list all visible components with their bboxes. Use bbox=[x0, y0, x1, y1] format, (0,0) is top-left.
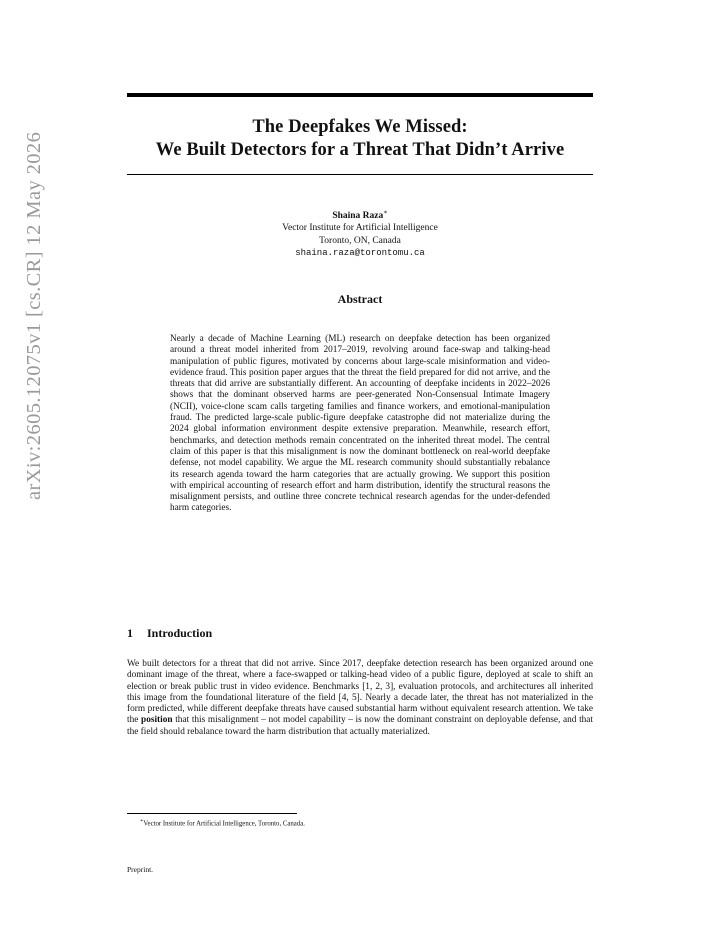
author-affiliation: Vector Institute for Artificial Intelligence bbox=[282, 223, 438, 234]
preprint-label: Preprint. bbox=[127, 865, 154, 874]
author-name-line bbox=[127, 207, 593, 222]
section-title: Introduction bbox=[147, 626, 213, 640]
section-heading-introduction bbox=[127, 626, 593, 641]
footnote-text: Vector Institute for Artificial Intelligence, Toronto, Canada. bbox=[143, 820, 305, 828]
title-line-1: The Deepfakes We Missed: bbox=[252, 117, 468, 137]
title-top-rule bbox=[127, 93, 593, 97]
author-name: Shaina Raza bbox=[332, 211, 384, 222]
footnote-rule bbox=[127, 813, 297, 814]
author-location: Toronto, ON, Canada bbox=[319, 235, 401, 246]
footnote bbox=[140, 817, 600, 828]
intro-bold-word: position bbox=[141, 715, 173, 726]
author-footnote-marker: ∗ bbox=[383, 209, 388, 216]
intro-text-after: that this misalignment – not model capability – is now the dominant constraint on deployable defense, and that the field should rebalance toward the harm distribution that actually materialized. bbox=[127, 715, 594, 737]
author-email: shaina.raza@torontomu.ca bbox=[295, 247, 425, 258]
arxiv-identifier: arXiv:2605.12075v1 [cs.CR] 12 May 2026 bbox=[23, 131, 45, 500]
abstract-heading: Abstract bbox=[337, 292, 383, 306]
paper-title bbox=[127, 116, 593, 162]
footnote-marker: ∗ bbox=[140, 819, 144, 824]
author-block bbox=[127, 207, 593, 259]
title-line-2: We Built Detectors for a Threat That Didn’t Arrive bbox=[155, 140, 565, 160]
title-bottom-rule bbox=[127, 174, 593, 175]
abstract-text: Nearly a decade of Machine Learning (ML) research on deepfake detection has been organized around a threat model inherited from 2017–2019, revolving around face-swap and talking-head manipulation of public figures, motivated by concerns about large-scale misinformation and video-evidence fraud. This position paper argues that the threat the field prepared for did not arrive, and the threats that did arrive are substantially different. An accounting of deepfake incidents in 2022–2026 shows that the dominant observed harms are peer-generated Non-Consensual Intimate Imagery (NCII), voice-clone scam calls targeting families and finance workers, and emotional-manipulation fraud. The predicted large-scale public-figure deepfake catastrophe did not materialize during the 2024 global information environment despite extensive preparation. Meanwhile, research effort, benchmarks, and detection methods remain concentrated on the inherited threat model. The central claim of this paper is that this misalignment is now the dominant bottleneck on real-world deepfake defense, not model capability. We argue the ML research community should substantially rebalance its research agenda toward the harm categories that are actually growing. We support this position with empirical accounting of research effort and harm distribution, identify the structural reasons the misalignment persists, and outline three concrete technical research agendas for the under-defended harm categories. bbox=[170, 334, 550, 514]
section-number: 1 bbox=[127, 626, 133, 640]
introduction-paragraph bbox=[127, 659, 593, 738]
intro-text-before: We built detectors for a threat that did not arrive. Since 2017, deepfake detection research has been organized around one dominant image of the threat, where a face-swapped or talking-head video of a public figure, deployed at scale to shift an election or break public trust in video evidence. Benchmarks [1, 2, 3], evaluation protocols, and architectures all inherited this image from the foundational literature of the field [4, 5]. Nearly a decade later, the threat has not materialized in the form predicted, while different deepfake threats have caused substantial harm without equivalent research attention. We take the bbox=[127, 659, 593, 726]
